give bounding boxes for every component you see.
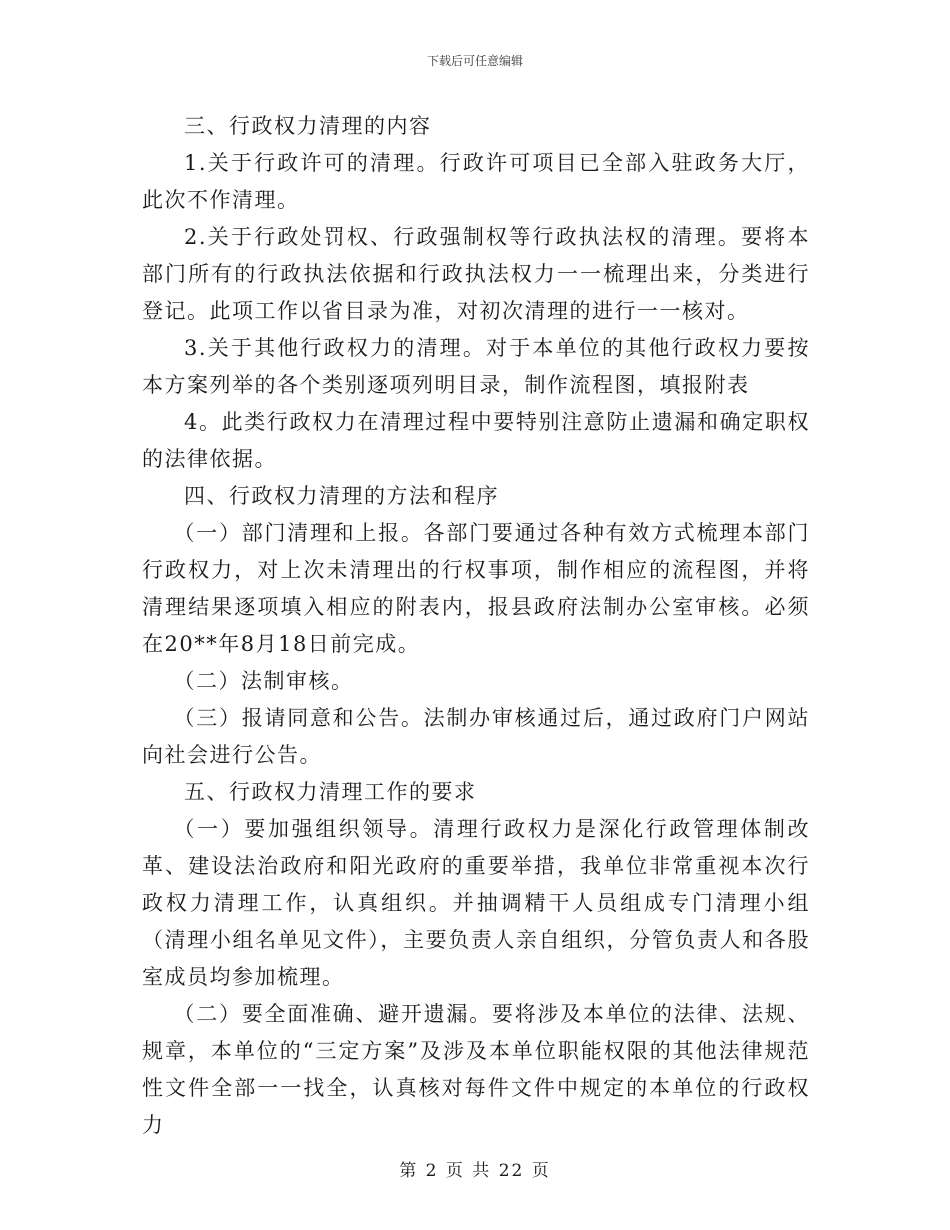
paragraph: 五、行政权力清理工作的要求	[184, 780, 477, 804]
paragraph: 三、行政权力清理的内容	[184, 114, 432, 138]
paragraph: 1.关于行政许可的清理。行政许可项目已全部入驻政务大厅，此次不作清理。	[142, 151, 810, 212]
page-footer: 第 2 页 共 22 页	[399, 1161, 551, 1181]
paragraph: （一）部门清理和上报。各部门要通过各种有效方式梳理本部门行政权力，对上次未清理出的行权事项，制作相应的流程图，并将清理结果逐项填入相应的附表内，报县政府法制办公室审核。必须在20**年8月18日前完成。	[142, 521, 810, 656]
paragraph: （一）要加强组织领导。清理行政权力是深化行政管理体制改革、建设法治政府和阳光政府的重要举措，我单位非常重视本次行政权力清理工作，认真组织。并抽调精干人员组成专门清理小组（清理小组名单见文件），主要负责人亲自组织，分管负责人和各股室成员均参加梳理。	[142, 817, 810, 989]
document-body	[142, 108, 810, 1144]
paragraph: 2.关于行政处罚权、行政强制权等行政执法权的清理。要将本部门所有的行政执法依据和行政执法权力一一梳理出来，分类进行登记。此项工作以省目录为准，对初次清理的进行一一核对。	[142, 225, 810, 323]
paragraph: （二）法制审核。	[173, 669, 354, 693]
paragraph: 3.关于其他行政权力的清理。对于本单位的其他行政权力要按本方案列举的各个类别逐项列明目录，制作流程图，填报附表	[142, 336, 810, 397]
paragraph: 四、行政权力清理的方法和程序	[184, 484, 499, 508]
paragraph: （三）报请同意和公告。法制办审核通过后，通过政府门户网站向社会进行公告。	[142, 706, 810, 767]
paragraph: 4。此类行政权力在清理过程中要特别注意防止遗漏和确定职权的法律依据。	[142, 410, 810, 471]
page-header: 下载后可任意编辑	[426, 54, 523, 68]
paragraph: （二）要全面准确、避开遗漏。要将涉及本单位的法律、法规、规章，本单位的“三定方案”及涉及本单位职能权限的其他法律规范性文件全部一一找全，认真核对每件文件中规定的本单位的行政权力	[142, 1002, 810, 1137]
